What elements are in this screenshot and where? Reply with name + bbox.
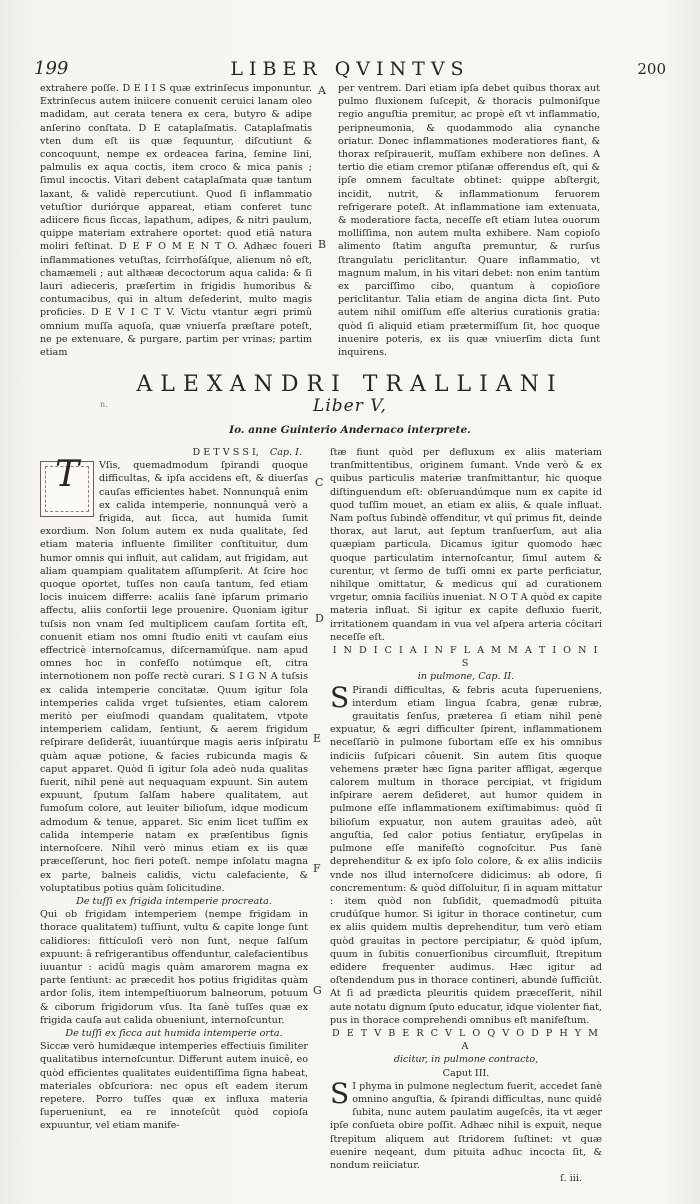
paragraph: S I phyma in pulmone neglectum fuerit, accedet ſanè omnino anguſtia, & ſpirandi difficultas, nunc quidê ſubita, nunc autem paulatim augeſcês, ita vt æger ipſe conſueta obire poſſit. Adhæc nihil is expuit, neque ſtrepitum aliquem aut ſtridorem ſuſtinet: vt quæ euenire neqeant, dum pituita adhuc incocta ſit, & nondum reiiciatur.: [330, 1076, 602, 1171]
author-title: ALEXANDRI TRALLIANI: [136, 372, 564, 397]
margin-letter-e: E: [313, 732, 322, 745]
paragraph: Vſis, quemadmodum ſpirandi quoque difficultas, & ipſa accidens eſt, & diuerſas cauſas efficientes habet. Nonnunquâ enim ex calida intemperie, nonnunquâ verò a frigida, aut ſicca, aut humida ſumit exordium. Non ſolum autem ex nuda qualitate, ſed etiam materia influente ſimiliter conſtituitur, dum humor omnis qui influit, aut calidam, aut frigidam, aut aliam quampiam qualitatem aſſumpſerit. At ſcire hoc quoque oportet, tuſſes non cauſa tantum, ſed etiam locis inuicem differre: acaliis ſanè ipſarum primario affectu, aliis conſortii lege prouenire. Quoniam igitur tuſsis non vnam ſed multiplicem cauſam ſortita eſt, conuenit etiam nos omni ſtudio eniti vt cauſam eius effectricè internoſcamus, diſcernamúſque. nam apud omnes hoc in confeſſo notúmque eſt, citra internotionem non poſſe rectè curari. S I G N A tuſsis ex calida intemperie concitatæ. Quum igitur ſola intemperies calida vrget tuſsientes, etiam calorem meritò per eiuſmodi quandam qualitatem, vtpote intemperiem calidam, ſentiunt, & aerem frigidum reſpirare deſiderât, iuuantúrque magis aeris inſpiratu quàm aquæ potione, & facies rubicunda magis & caput apparet. Quòd ſi igitur ſola adeò nuda qualitas fuerit, nihil penè aut nequaquam expuunt. Sin autem expuunt, ſputum ſalſam habere qualitatem, aut fumoſum colore, aut leuiter bilioſum, idque modicum admodum & tenue, apparet. Sic enim licet tuſſim ex calida intemperie natam ex præſentibus ſignis internoſcere. Nihil verò minus etiam ex iis quæ præceſſerunt, hoc fieri poteſt. nempe inſolatu magna ex parte, balneis calidis, victu calefaciente, & voluptatibus potius quàm ſolicitudine.: [40, 460, 308, 894]
margin-letter-c: C: [315, 476, 324, 489]
chapter-heading: D E T V S S I, Cap. I.: [192, 447, 302, 458]
chapter-caption: in pulmone, Cap. II.: [417, 671, 515, 683]
page-header: [30, 58, 670, 84]
folio-number-left: 199: [34, 58, 69, 79]
signature-mark: ſ. iii.: [560, 1173, 582, 1185]
margin-letter-d: D: [315, 612, 324, 625]
initial-letter: S: [330, 1076, 350, 1110]
margin-letter-f: F: [313, 862, 321, 875]
margin-letter-a: A: [318, 84, 326, 97]
text-column-bottom-right: [330, 446, 602, 1185]
paragraph: Siccæ verò humidæque intemperies effectiuis ſimiliter qualitatibus internoſcuntur. Differunt autem inuicê, eo quòd efficientes qualitates euidentiſſima ſigna habeat, materiales obſcuriora: nec opus eſt eadem iterum repetere. Porro tuſſes quæ ex influxa materia ſuperueniunt, ea re innoteſcût quòd copioſa expuuntur, vel etiam manife-: [40, 1041, 308, 1132]
chapter-heading: I N D I C I A I N F L A M M A T I O N I S: [332, 645, 600, 670]
paragraph: ſtæ fiunt quòd per defluxum ex aliis materiam tranſmittentibus, originem ſumant. Vnde verò & ex quibus particulis materiæ tranſmittantur, hic quoque diſtinguendum eſt: obſeruandúmque num ex capite id quod tuſſim mouet, an etiam ex aliis, & quale influat. Nam poſtus ſubindè offenditur, vt quî primus fit, deinde thorax, aut larut, aut ſeptum tranſuerſum, aut alia quæpiam particula. Dicamus igitur quomodo hæc quoque particulatim internoſcantur, ſimul autem & curentur, vt ſermo de tuſſi omni ex parte perficiatur, nihilque omittatur, & medicus qui ad curationem vrgetur, omnia faciliùs inueniat. N O T A quòd ex capite materia influat. Si igitur ex capite defluxio fuerit, irritationem quandam in vua vel aſpera arteria côcitari neceſſe eſt.: [330, 447, 602, 643]
interpreter-line: Io. anne Guinterio Andernaco interprete.: [229, 424, 471, 436]
paragraph: per ventrem. Dari etiam ipſa debet quibus thorax aut pulmo fluxionem ſuſcepit, & thoracis pulmoniſque regio anguſtia premitur, ac propè eſt vt inflammatio, peripneumonia, & quodammodo alia cynanche oriatur. Donec inflammationes moderatiores fiant, & thorax reſpirauerit, muſſam exhibere non deſines. A tertio die etiam cremor ptiſanæ offerendus eſt, qui & ipſe omnem facultate obtinet: quippe abſtergit, incidit, nutrit, & inflammationum feruorem refrigerare poteſt. At inflammatione iam extenuata, & moderatiore facta, neceſſe eſt etiam lutea ouorum molliſſima, non autem multa exhibere. Nam copioſo alimento ſtatim anguſta premuntur, & rurſus ſtrangulatu periclitantur. Quare inflammatio, vt magnum malum, in his vitari debet: non enim tantùm ex parciſſimo cibo, quantum à copioſiore periclitantur. Talia etiam de angina dicta ſint. Puto autem nihil omiſſum eſſe alterius curationis gratia: quòd ſi aliquid etiam prætermiſſum ſit, hoc quoque inuenire poteris, ex iis quæ vniuerſim dicta ſunt inquirens.: [338, 83, 600, 359]
text-column-top-right: [338, 82, 600, 359]
decorated-initial: T: [40, 461, 94, 517]
margin-letter-g: G: [313, 984, 322, 997]
section-heading: De tuſſi ex ſicca aut humida intemperie orta.: [65, 1027, 283, 1039]
chapter-heading: D E T V B E R C V L O Q V O D P H Y M A: [331, 1027, 601, 1053]
book-title: Liber V,: [313, 396, 387, 416]
text-column-bottom-left: [40, 446, 308, 1133]
chapter-caption: Caput III.: [442, 1067, 490, 1079]
running-title: LIBER QVINTVS: [230, 58, 470, 80]
paragraph: Qui ob frigidam intemperiem (nempe frigidam in thorace qualitatem) tuſſiunt, vultu & capite longe ſunt calidiores: fittículoſi verò non ſunt, neque ſalſum expuunt: â refrigerantibus offenduntur, calefacientibus iuuantur : acidû magis quàm amarorem magna ex parte ſentiunt: ac præcedit hos potius frigiditas quàm ardor ſolis, item intempeſtiuorum balneorum, potuum & ciborum frigidorum vſus. Ita ſanè tuſſes quæ ex frigida cauſa aut calida obueniunt, internoſcuntur.: [40, 909, 308, 1026]
pencil-note: n.: [100, 400, 108, 409]
text-column-top-left: [40, 82, 312, 359]
paragraph: S Pirandi difficultas, & febris acuta ſuperueniens, interdum etiam lingua ſcabra, genæ rubræ, grauitatis ſenſus, præterea ſi etiam nihil penè expuatur, & ægri difficulter ſpirent, inflammationem neceſſariò in pulmone ſubortam eſſe ex his omnibus indiciis ſuſpicari côuenit. Sin autem ſitis quoque vehemens præter hæc ſigna pariter affligat, ægerque calorem multum in thorace percipiat, vt frigidum inſpirare aerem deſideret, aut humor quidem in pulmone eſſe inflammationem exiſtimabimus: quòd ſi bilioſum expuatur, non autem grauitas adeò, aût anguſtia, ſed calor potius ſentiatur, eryſipelas in pulmone eſſe manifeſtò cognoſcitur. Pus ſanè deprehenditur & ex ipſo ſolo colore, & ex aliis indiciis vnde nos illud internoſcere didicimus: ab odore, ſi concrementum: & quòd diſſoluitur, ſi in aquam mittatur : item quòd non ſubſidit, quemadmodû pituita crudúſque humor. Si igitur in thorace continetur, cum ex aliis quidem multis deprehenditur, tum verò etiam quòd grauitas in pectore percipiatur, & quòd ipſum, quum in ſubitis conuerſionibus circumfluit, ſtrepitum edidere frequenter audimus. Hæc igitur ad oſtendendum pus in thorace contineri, abundè ſufficiût. At ſi ad prædicta pleuritis quidem præceſſerit, nihil aute notatu dignum ſputo educatur, idque violenter fiat, pus in thorace comprehendi omnibus eſt manifeſtum.: [330, 680, 602, 1026]
folio-number-right: 200: [637, 60, 666, 78]
initial-letter: S: [330, 680, 350, 714]
chapter-subheading: dicitur, in pulmone contracto,: [393, 1054, 539, 1066]
paragraph: extrahere poſſe. D E I I S quæ extrinſecus imponuntur. Extrinſecus autem iniicere conuenit ceruici lanam oleo madidam, aut cerata tenera ex cera, butyro & adipe anſerino conſtata. D E cataplaſmatis. Cataplaſmatis vten dum eſt iis quæ ſequuntur, diſcutiunt & concoquunt, nempe ex ordeacea farina, ſemine lini, palmulis ex aqua coctis, item croco & mica panis ; ſimul incoctis. Vitari debent cataplaſmata quæ tantum laxant, & validè repercutiunt. Quod ſi inflammatio vetuſtior duriórque appareat, etiam conferet tunc adiicere ficus ſiccas, lapathum, adipes, & nitri paulum, quippe materiam extrahere oportet: quod etiâ natura moliri feſtinat. D E F O M E N T O. Adhæc foueri inflammationes vetuſtas, ſcirrhoſáſque, alienum nô eſt, chamæmeli ; aut althææ decoctorum aqua calida: & ſi lauri adieceris, præſertim in frigidis humoribus & contumacibus, qui in altum deſederint, multo magis proficies. D E V I C T V. Victu vtantur ægri primû omnium muſſa aquoſa, quæ vniuerſa præſtare poteſt, ne pe extenuare, & purgare, partim per vrinas; partim etiam: [40, 83, 312, 359]
margin-letter-b: B: [318, 238, 327, 251]
section-heading: De tuſſi ex frigida intemperie procreata.: [76, 895, 272, 907]
